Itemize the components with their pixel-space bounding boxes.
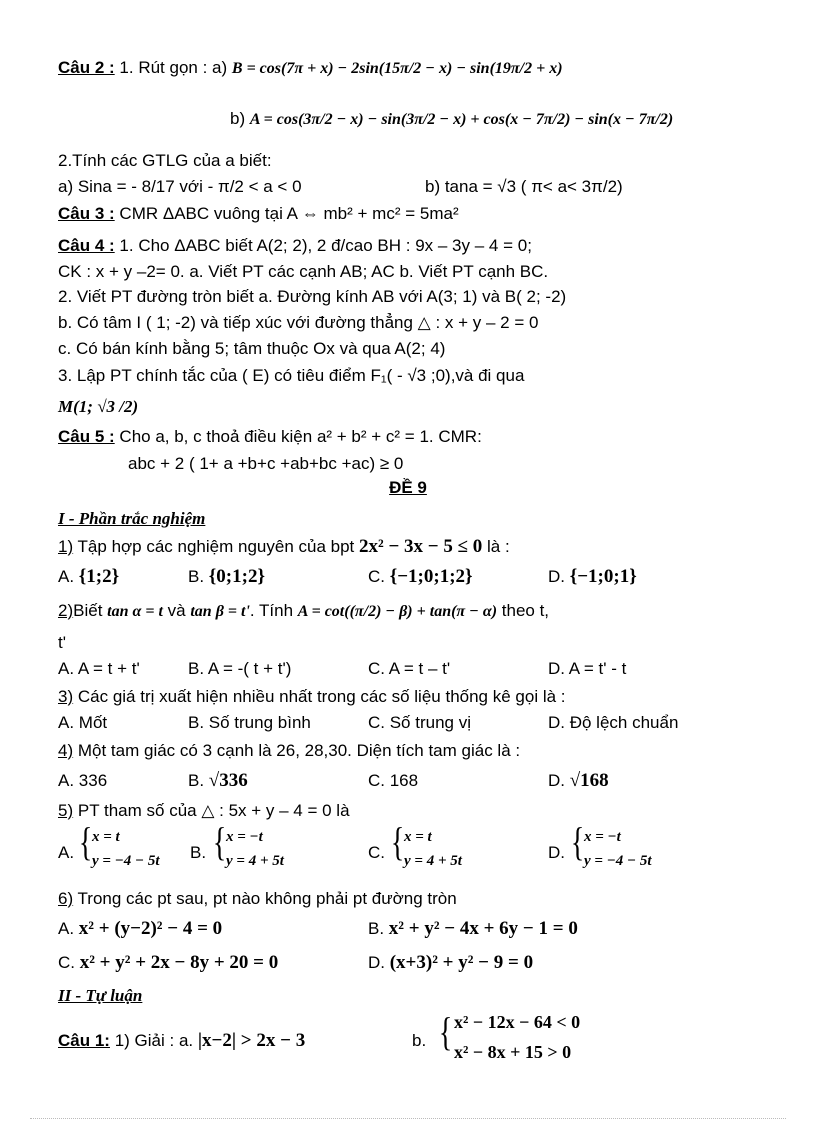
q4-option-a[interactable]: A. 336 xyxy=(58,771,108,790)
q5-option-a-eq1: x = t xyxy=(92,829,120,845)
q1-expr: 2x² − 3x − 5 ≤ 0 xyxy=(359,536,483,557)
q5-option-a-brace: { xyxy=(78,819,93,864)
q2-stem: 2)Biết tan α = t và tan β = t'. Tính A = cot((π/2) − β) + tan(π − α) theo t, xyxy=(58,601,550,620)
tl1-part-b-label: b. xyxy=(412,1031,427,1050)
cau4-line4: b. Có tâm I ( 1; -2) và tiếp xúc với đường thẳng △ : x + y – 2 = 0 xyxy=(58,313,539,332)
q6-option-c[interactable]: C. x² + y² + 2x − 8y + 20 = 0 xyxy=(58,952,279,973)
q5-option-d-label[interactable]: D. xyxy=(548,843,565,862)
q2-stem-cont: t' xyxy=(58,633,66,652)
q5-option-c-eq2: y = 4 + 5t xyxy=(404,853,462,869)
q5-option-a-eq2: y = −4 − 5t xyxy=(92,853,160,869)
q3-option-b[interactable]: B. Số trung bình xyxy=(188,713,311,732)
q5-number: 5) xyxy=(58,801,74,820)
q2-option-a[interactable]: A. A = t + t' xyxy=(58,659,140,678)
q1-option-d[interactable]: D. {−1;0;1} xyxy=(548,566,637,587)
part2-heading: II - Tự luận xyxy=(58,986,143,1005)
cau2-expr-a: A = cos(3π/2 − x) − sin(3π/2 − x) + cos(x − 7π/2) − sin(x − 7π/2) xyxy=(249,111,674,128)
cau2-line4b: b) tana = √3 ( π< a< 3π/2) xyxy=(425,177,623,196)
q2-option-d[interactable]: D. A = t' - t xyxy=(548,659,627,678)
cau2-expr-b: B = cos(7π + x) − 2sin(15π/2 − x) − sin(19π/2 + x) xyxy=(231,60,563,77)
q6-option-b[interactable]: B. x² + y² − 4x + 6y − 1 = 0 xyxy=(368,918,578,939)
cau2-part-b-label: b) xyxy=(230,109,246,128)
cau4-line3: 2. Viết PT đường tròn biết a. Đường kính AB với A(3; 1) và B( 2; -2) xyxy=(58,287,567,306)
q3-option-d[interactable]: D. Độ lệch chuẩn xyxy=(548,713,679,732)
tl1-label: Câu 1: xyxy=(58,1031,110,1050)
q4-number: 4) xyxy=(58,741,74,760)
q4-option-c[interactable]: C. 168 xyxy=(368,771,419,790)
cau4-label: Câu 4 : xyxy=(58,236,115,255)
cau4-line6: 3. Lập PT chính tắc của ( E) có tiêu điểm F₁( - √3 ;0),và đi qua xyxy=(58,366,525,385)
cau2-line1 xyxy=(58,57,563,80)
cau2-label: Câu 2 : xyxy=(58,58,115,77)
tl1-line: Câu 1: 1) Giải : a. |x−2| > 2x − 3 xyxy=(58,1030,306,1051)
cau4-line2: CK : x + y –2= 0. a. Viết PT các cạnh AB; AC b. Viết PT cạnh BC. xyxy=(58,262,549,281)
cau5-label: Câu 5 : xyxy=(58,427,115,446)
cau4-line1 xyxy=(58,235,532,257)
q1-option-a[interactable]: A. {1;2} xyxy=(58,566,120,587)
q2-number: 2) xyxy=(58,601,74,620)
q5-option-d-eq1: x = −t xyxy=(584,829,621,845)
q5-option-d-brace: { xyxy=(570,819,585,864)
cau4-text1: 1. Cho ΔABC biết A(2; 2), 2 đ/cao BH : 9x – 3y – 4 = 0; xyxy=(119,236,532,255)
q5-stem: 5) PT tham số của △ : 5x + y – 4 = 0 là xyxy=(58,801,350,820)
q3-stem: 3) Các giá trị xuất hiện nhiều nhất trong các số liệu thống kê gọi là : xyxy=(58,687,566,706)
q5-option-b-eq2: y = 4 + 5t xyxy=(226,853,284,869)
cau4-line7: M(1; √3 /2) xyxy=(58,397,139,416)
q5-option-c-brace: { xyxy=(390,819,405,864)
q6-option-a[interactable]: A. x² + (y−2)² − 4 = 0 xyxy=(58,918,223,939)
q6-stem: 6) Trong các pt sau, pt nào không phải pt đường tròn xyxy=(58,889,457,908)
q5-option-c-label[interactable]: C. xyxy=(368,843,385,862)
q2-option-b[interactable]: B. A = -( t + t') xyxy=(188,659,292,678)
cau2-line4a: a) Sina = - 8/17 với - π/2 < a < 0 xyxy=(58,177,302,196)
q1-text: Tập hợp các nghiệm nguyên của bpt xyxy=(77,537,355,556)
q1-option-b[interactable]: B. {0;1;2} xyxy=(188,566,265,587)
q5-option-c-eq1: x = t xyxy=(404,829,432,845)
tl1-system-brace: { xyxy=(438,1009,453,1054)
q1-number: 1) xyxy=(58,537,74,556)
exam-title: ĐỀ 9 xyxy=(389,478,427,497)
cau3-label: Câu 3 : xyxy=(58,204,115,223)
q1-tail: là : xyxy=(487,537,510,556)
tl1-eq1: x² − 12x − 64 < 0 xyxy=(454,1012,581,1032)
q6-option-d[interactable]: D. (x+3)² + y² − 9 = 0 xyxy=(368,952,534,973)
part1-heading: I - Phần trắc nghiệm xyxy=(58,509,206,528)
q4-option-b[interactable]: B. √336 xyxy=(188,770,248,791)
cau3-line xyxy=(58,203,459,225)
cau2-line3: 2.Tính các GTLG của a biết: xyxy=(58,151,272,170)
page-bottom-divider xyxy=(30,1118,786,1119)
q1-stem xyxy=(58,536,510,558)
q5-option-b-label[interactable]: B. xyxy=(190,843,207,862)
q4-stem: 4) Một tam giác có 3 cạnh là 26, 28,30. Diện tích tam giác là : xyxy=(58,741,521,760)
q5-option-b-eq1: x = −t xyxy=(226,829,263,845)
q2-option-c[interactable]: C. A = t – t' xyxy=(368,659,451,678)
q4-option-d[interactable]: D. √168 xyxy=(548,770,609,791)
cau4-line5: c. Có bán kính bằng 5; tâm thuộc Ox và qua A(2; 4) xyxy=(58,339,446,358)
cau5-line2: abc + 2 ( 1+ a +b+c +ab+bc +ac) ≥ 0 xyxy=(128,454,404,473)
cau5-text1: Cho a, b, c thoả điều kiện a² + b² + c² = 1. CMR: xyxy=(119,427,482,446)
cau2-line2 xyxy=(230,108,673,131)
q6-number: 6) xyxy=(58,889,74,908)
cau5-line1 xyxy=(58,426,482,448)
q5-option-a-label[interactable]: A. xyxy=(58,843,75,862)
q5-option-d-eq2: y = −4 − 5t xyxy=(584,853,652,869)
cau3-text: CMR ΔABC vuông tại A ⇔ mb² + mc² = 5ma² xyxy=(119,204,459,223)
q3-number: 3) xyxy=(58,687,74,706)
q3-option-c[interactable]: C. Số trung vị xyxy=(368,713,471,732)
q1-option-c[interactable]: C. {−1;0;1;2} xyxy=(368,566,473,587)
q5-option-b-brace: { xyxy=(212,819,227,864)
cau2-text: 1. Rút gọn : a) xyxy=(119,58,228,77)
tl1-eq2: x² − 8x + 15 > 0 xyxy=(454,1042,572,1062)
tl1-expr-a: |x−2| > 2x − 3 xyxy=(197,1030,306,1051)
q3-option-a[interactable]: A. Mốt xyxy=(58,713,108,732)
